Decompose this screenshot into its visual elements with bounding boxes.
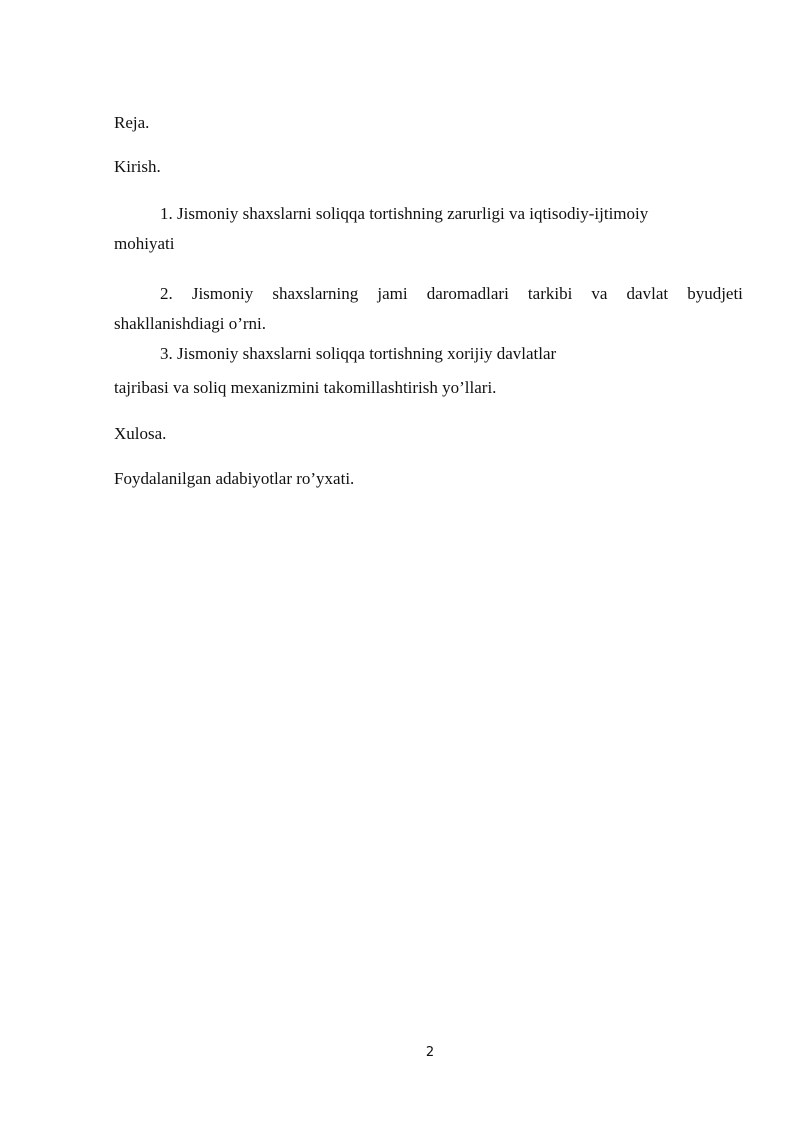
item-2-line-2: shakllanishdiagi o’rni. — [114, 314, 267, 333]
item-1-line-2: mohiyati — [114, 234, 175, 253]
page-number: 2 — [425, 1045, 435, 1060]
item-2-word: byudjeti — [687, 284, 743, 303]
item-2-line-1 — [160, 284, 743, 304]
item-2-word: jami — [377, 284, 408, 303]
item-2-word: Jismoniy — [191, 284, 254, 303]
plan-heading: Reja. — [114, 113, 150, 132]
item-3-line-2: tajribasi va soliq mexanizmini takomillashtirish yo’llari. — [114, 378, 497, 397]
item-3-line-1: 3. Jismoniy shaxslarni soliqqa tortishning xorijiy davlatlar — [160, 344, 557, 363]
introduction-title: Kirish. — [114, 157, 161, 176]
conclusion-title: Xulosa. — [114, 424, 167, 443]
item-2-word: va — [591, 284, 608, 303]
references-title: Foydalanilgan adabiyotlar ro’yxati. — [114, 469, 355, 488]
item-2-word: daromadlari — [426, 284, 509, 303]
item-2-word: 2. — [160, 284, 173, 303]
item-1-line-1: 1. Jismoniy shaxslarni soliqqa tortishning zarurligi va iqtisodiy-ijtimoiy — [160, 204, 649, 223]
item-2-word: shaxslarning — [272, 284, 359, 303]
item-2-word: tarkibi — [527, 284, 573, 303]
item-2-word: davlat — [626, 284, 669, 303]
